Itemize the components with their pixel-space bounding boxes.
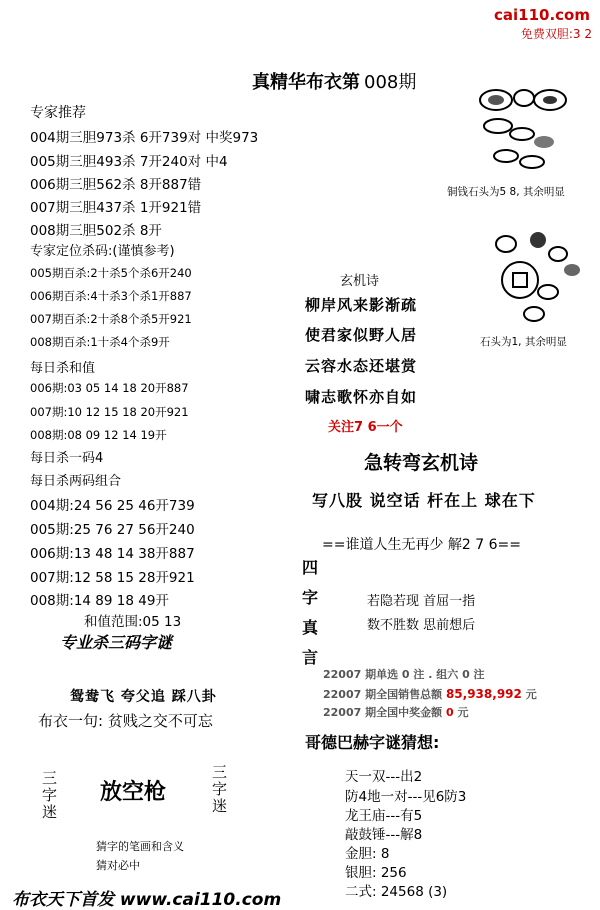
- expert-heading: 专家推荐: [30, 105, 86, 121]
- position-kill-line: 005期百杀:2十杀5个杀6开240: [30, 266, 192, 280]
- buyi-saying: 布衣一句: 贫贱之交不可忘: [38, 712, 213, 730]
- expert-line: 008期三胆502杀 8开: [30, 223, 162, 239]
- goldbach-line: 防4地一对---见6防3: [345, 789, 467, 805]
- goldbach-line: 金胆: 8: [345, 846, 390, 862]
- riddle-note-2: 猜对必中: [96, 859, 140, 872]
- position-kill-line: 007期百杀:2十杀8个杀5开921: [30, 312, 192, 326]
- mystic-poem-line: 云容水态还堪赏: [305, 357, 418, 375]
- free-double-pick: 免费双胆:3 2: [520, 27, 592, 41]
- expert-line: 006期三胆562杀 8开887错: [30, 177, 202, 193]
- title-issue: 008期: [364, 72, 417, 93]
- position-kill-line: 008期百杀:1十杀4个杀9开: [30, 335, 170, 349]
- title-text: 真精华布衣第: [252, 72, 360, 93]
- kill-one-code: 每日杀一码4: [30, 451, 104, 466]
- goldbach-line: 敲鼓锤---解8: [345, 827, 423, 843]
- mystic-poem-focus: 关注7 6一个: [328, 420, 403, 435]
- goldbach-line: 天一双---出2: [345, 769, 423, 785]
- stats-line-2: 22007 期全国销售总额 85,938,992 元: [323, 687, 537, 701]
- four-words-vertical: 四 字 真 言: [302, 558, 319, 667]
- riddle-right-label: 三 字 迷: [212, 763, 228, 815]
- mystic-poem-heading: 玄机诗: [340, 274, 380, 289]
- expert-line: 005期三胆493杀 7开240对 中4: [30, 154, 228, 170]
- goldbach-line: 龙王庙---有5: [345, 808, 423, 824]
- sum-kill-line: 006期:03 05 14 18 20开887: [30, 381, 189, 395]
- footer-banner: 布衣天下首发 www.cai110.com: [12, 890, 282, 910]
- sum-kill-line: 007期:10 12 15 18 20开921: [30, 405, 189, 419]
- turn-poem-solution: ==谁道人生无再少 解2 7 6==: [322, 537, 521, 553]
- goldbach-heading: 哥德巴赫字谜猜想:: [305, 733, 440, 752]
- turn-poem-heading: 急转弯玄机诗: [364, 452, 479, 474]
- riddle-center: 放空枪: [100, 780, 167, 805]
- site-logo-text: cai110.com: [494, 6, 590, 24]
- riddle-verse: 鸳鸯飞 夸父追 踩八卦: [70, 689, 217, 705]
- four-words-row: 若隐若现 首屈一指: [367, 594, 476, 609]
- mystic-poem-line: 使君家似野人居: [305, 326, 418, 344]
- riddle-note-1: 猜字的笔画和含义: [96, 840, 184, 853]
- page-title: [252, 68, 416, 94]
- stats-line-1: 22007 期单选 0 注 . 组六 0 注: [323, 668, 485, 681]
- kill-pair-heading: 每日杀两码组合: [30, 474, 122, 489]
- stone-puzzle-icon: [482, 226, 586, 326]
- four-words-row: 数不胜数 思前想后: [367, 618, 476, 633]
- turn-poem-line: 写八股 说空话 杆在上 球在下: [312, 491, 536, 510]
- sum-range: 和值范围:05 13: [84, 614, 182, 630]
- image-caption-2: 石头为1, 其余明显: [480, 336, 567, 348]
- sum-kill-line: 008期:08 09 12 14 19开: [30, 428, 167, 442]
- kill-pair-line: 008期:14 89 18 49开: [30, 593, 169, 609]
- stats-line-3: 22007 期全国中奖金额 0 元: [323, 706, 469, 719]
- riddle-left-label: 三 字 迷: [42, 769, 58, 821]
- kill-pair-line: 004期:24 56 25 46开739: [30, 498, 195, 514]
- three-code-riddle-title: 专业杀三码字谜: [60, 633, 173, 652]
- expert-line: 004期三胆973杀 6开739对 中奖973: [30, 130, 259, 146]
- kill-pair-line: 005期:25 76 27 56开240: [30, 522, 195, 538]
- position-kill-line: 006期百杀:4十杀3个杀1开887: [30, 289, 192, 303]
- position-kill-heading: 专家定位杀码:(谨慎参考): [30, 244, 175, 259]
- goldbach-line: 二式: 24568 (3): [345, 884, 448, 900]
- goldbach-line: 银胆: 256: [345, 865, 407, 881]
- kill-pair-line: 006期:13 48 14 38开887: [30, 546, 195, 562]
- coin-stone-puzzle-icon: [468, 82, 578, 174]
- mystic-poem-line: 啸志歌怀亦自如: [305, 388, 418, 406]
- sum-kill-heading: 每日杀和值: [30, 361, 96, 376]
- mystic-poem-line: 柳岸风来影渐疏: [305, 296, 418, 314]
- expert-line: 007期三胆437杀 1开921错: [30, 200, 202, 216]
- kill-pair-line: 007期:12 58 15 28开921: [30, 570, 195, 586]
- image-caption-1: 铜钱石头为5 8, 其余明显: [447, 186, 565, 198]
